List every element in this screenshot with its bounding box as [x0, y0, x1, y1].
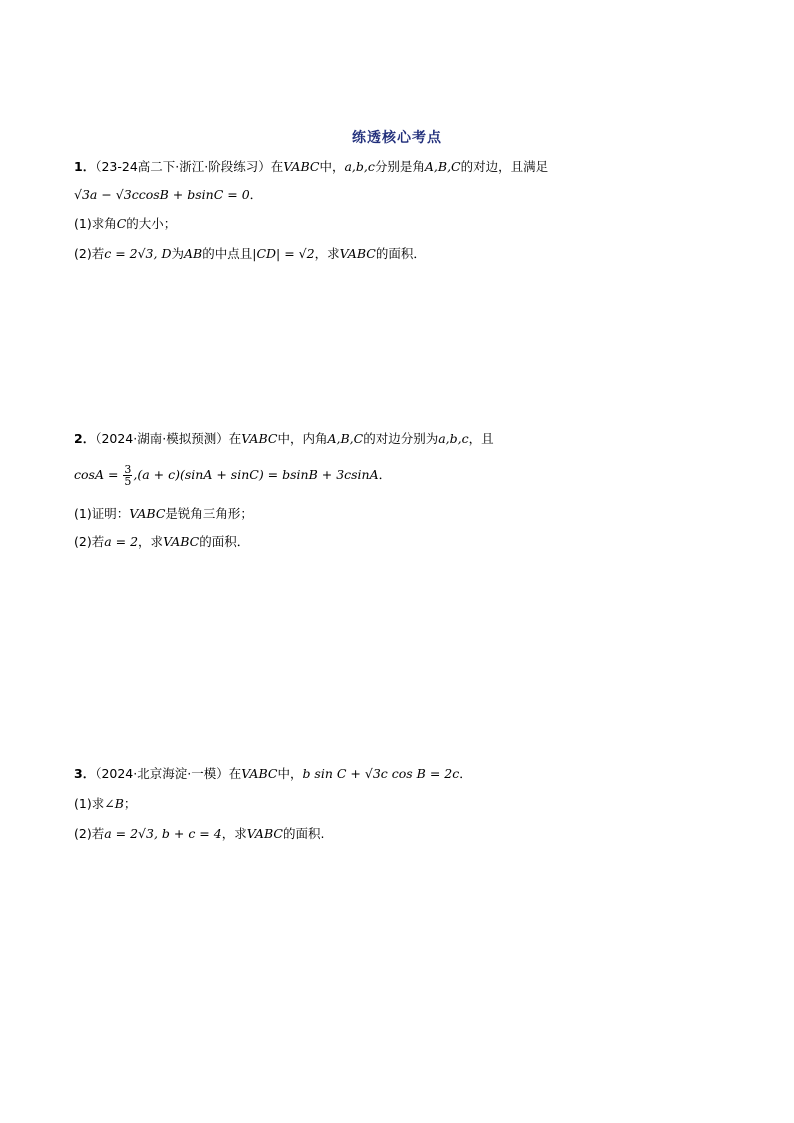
q3-text-a: 在 [228, 766, 242, 781]
q2-frac-num: 3 [124, 463, 132, 476]
question-1-equation [74, 186, 262, 204]
q2-part2-d: ，求 [138, 534, 164, 549]
q2-part1-end: 是锐角三角形； [165, 506, 253, 521]
question-3-part-2 [74, 825, 324, 843]
q2-part1-tri: VABC [129, 506, 166, 521]
q3-triangle: VABC [241, 766, 278, 781]
q1-angles: A,B,C [424, 159, 461, 174]
question-2-source: （2024·湖南·模拟预测） [95, 431, 229, 446]
question-2-part-2 [74, 533, 249, 551]
q1-part1-end: 的大小； [126, 216, 177, 231]
q2-part2-end: 的面积． [199, 534, 250, 549]
question-2-part-1 [74, 505, 253, 523]
q3-part1-text: (1)求 [74, 796, 105, 811]
q2-triangle: VABC [241, 431, 278, 446]
q2-fraction [123, 464, 132, 487]
q3-part1-end: ； [123, 796, 137, 811]
q2-part2-text: (2)若 [74, 534, 105, 549]
question-1-stem [74, 158, 548, 176]
question-3-part-1 [74, 795, 136, 813]
q2-angles: A,B,C [327, 431, 364, 446]
q2-end: ． [378, 467, 392, 482]
q1-sides: a,b,c [344, 159, 375, 174]
q1-part2-d: ，求 [314, 246, 340, 261]
question-2-stem [74, 430, 494, 448]
q3-part2-tri: VABC [246, 826, 283, 841]
q1-part2-end: 的面积． [375, 246, 426, 261]
q1-part2-cond: c = 2√3, D [104, 246, 172, 261]
q1-part1-text: (1)求角 [74, 216, 117, 231]
q2-text-c: 的对边分别为 [363, 431, 439, 446]
q1-text-b: 中， [319, 159, 345, 174]
q1-part2-text: (2)若 [74, 246, 105, 261]
q2-cos-lhs: cosA = [74, 467, 119, 482]
q2-part1-text: (1)证明： [74, 506, 130, 521]
q3-part1-var: ∠B [104, 796, 124, 811]
q2-equation: ,(a + c)(sinA + sinC) = bsinB + 3csinA [133, 467, 379, 482]
q2-sides: a,b,c [438, 431, 469, 446]
q1-part2-cond2: |CD| = √2 [252, 246, 315, 261]
q2-text-b: 中，内角 [277, 431, 328, 446]
q2-text-a: 在 [228, 431, 242, 446]
q3-end: ． [459, 766, 472, 781]
q3-equation: b sin C + √3c cos B = 2c [302, 766, 460, 781]
q1-part2-c: 的中点且 [202, 246, 253, 261]
question-2-number: 2． [74, 431, 96, 446]
q1-text-d: 的对边，且满足 [460, 159, 549, 174]
q1-text-c: 分别是角 [374, 159, 425, 174]
q1-text-a: 在 [270, 159, 284, 174]
question-1-part-2 [74, 245, 426, 263]
q2-text-d: ，且 [468, 431, 494, 446]
question-1-number: 1． [74, 159, 96, 174]
question-3-number: 3． [74, 766, 96, 781]
q2-part2-cond: a = 2 [104, 534, 139, 549]
question-3-source: （2024·北京海淀·一模） [95, 766, 229, 781]
q1-part2-seg: AB [184, 246, 203, 261]
q3-part2-text: (2)若 [74, 826, 105, 841]
question-1-part-1 [74, 215, 176, 233]
q1-end: ． [249, 187, 263, 202]
q3-part2-d: ，求 [221, 826, 247, 841]
question-2-equation [74, 462, 391, 488]
question-1-source: （23-24高二下·浙江·阶段练习） [95, 159, 271, 174]
q3-part2-end: 的面积. [282, 826, 325, 841]
q1-equation: √3a − √3ccosB + bsinC = 0 [74, 187, 250, 202]
q1-part2-b: 为 [171, 246, 184, 261]
q1-part1-var: C [116, 216, 127, 231]
question-3-stem [74, 765, 472, 783]
q1-triangle: VABC [283, 159, 320, 174]
q2-frac-den: 5 [124, 475, 132, 488]
q3-text-b: 中， [277, 766, 303, 781]
q1-part2-tri: VABC [339, 246, 376, 261]
page-title: 练透核心考点 [352, 130, 442, 146]
q2-part2-tri: VABC [163, 534, 200, 549]
q3-part2-cond: a = 2√3, b + c = 4 [104, 826, 222, 841]
